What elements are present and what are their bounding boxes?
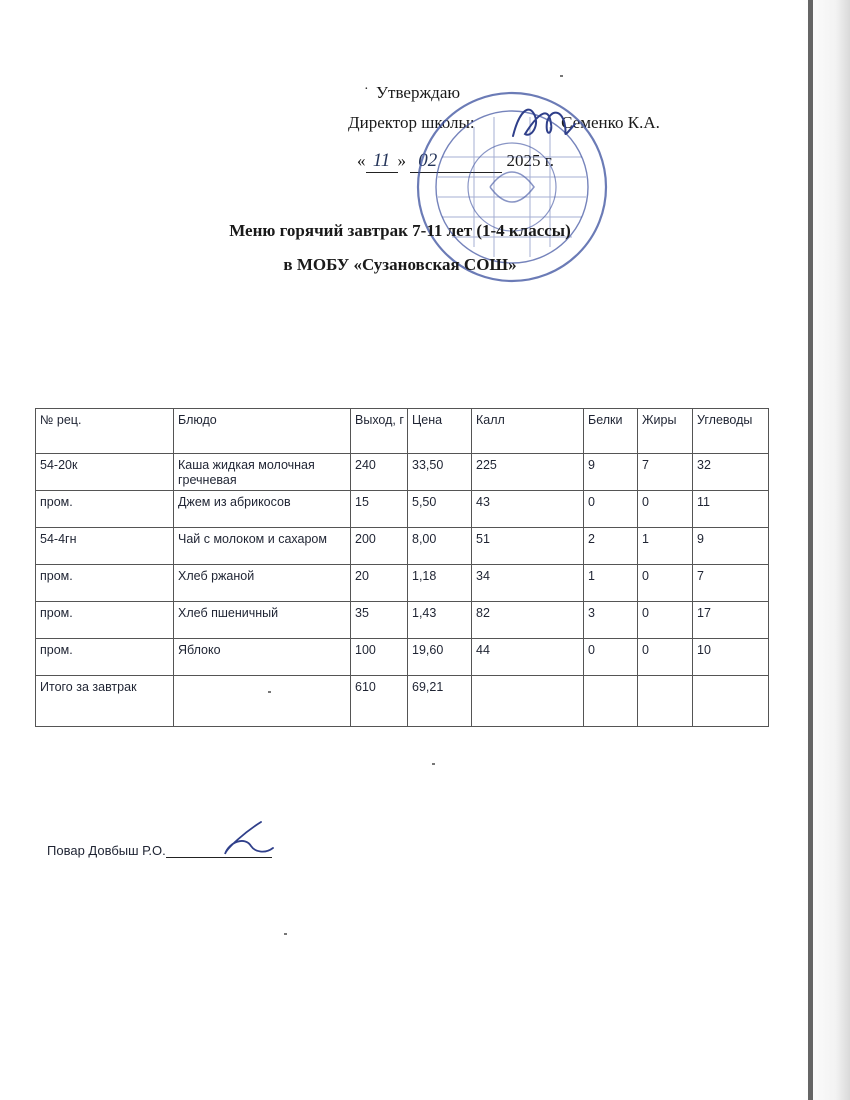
cell-carbs: 17 — [693, 602, 769, 639]
total-empty-carbs — [693, 676, 769, 727]
cell-recipe-number: пром. — [36, 602, 174, 639]
cell-recipe-number: 54-20к — [36, 454, 174, 491]
total-empty-dish — [174, 676, 351, 727]
director-line — [348, 113, 660, 133]
director-label: Директор школы: — [348, 113, 475, 132]
cell-calories: 44 — [472, 639, 584, 676]
scan-speck — [432, 763, 435, 765]
total-price: 69,21 — [408, 676, 472, 727]
cell-weight: 200 — [351, 528, 408, 565]
cell-dish: Каша жидкая молочная гречневая — [174, 454, 351, 491]
header-dish: Блюдо — [174, 409, 351, 454]
cell-price: 8,00 — [408, 528, 472, 565]
scan-speck — [284, 933, 287, 935]
cell-price: 5,50 — [408, 491, 472, 528]
date-month: 02 — [410, 150, 502, 173]
mark-dot: · — [364, 82, 369, 97]
header-weight: Выход, г — [351, 409, 408, 454]
cell-fats: 1 — [638, 528, 693, 565]
cell-proteins: 2 — [584, 528, 638, 565]
cell-weight: 35 — [351, 602, 408, 639]
header-proteins: Белки — [584, 409, 638, 454]
header-price: Цена — [408, 409, 472, 454]
cell-carbs: 7 — [693, 565, 769, 602]
cell-calories: 225 — [472, 454, 584, 491]
cell-proteins: 0 — [584, 491, 638, 528]
total-empty-proteins — [584, 676, 638, 727]
total-empty-fats — [638, 676, 693, 727]
cell-dish: Хлеб пшеничный — [174, 602, 351, 639]
table-row — [36, 528, 769, 565]
cell-calories: 43 — [472, 491, 584, 528]
date-day: 11 — [366, 150, 398, 173]
cell-weight: 240 — [351, 454, 408, 491]
cell-fats: 7 — [638, 454, 693, 491]
menu-table — [35, 408, 769, 727]
scan-border-line — [808, 0, 813, 1100]
cell-dish: Джем из абрикосов — [174, 491, 351, 528]
cell-price: 33,50 — [408, 454, 472, 491]
cell-proteins: 9 — [584, 454, 638, 491]
cell-carbs: 10 — [693, 639, 769, 676]
total-empty-calories — [472, 676, 584, 727]
cook-signature-line — [47, 843, 272, 858]
approval-date — [357, 150, 554, 173]
table-row — [36, 491, 769, 528]
header-carbs: Углеводы — [693, 409, 769, 454]
cell-calories: 82 — [472, 602, 584, 639]
total-label: Итого за завтрак — [36, 676, 174, 727]
cell-recipe-number: 54-4гн — [36, 528, 174, 565]
header-recipe-number: № рец. — [36, 409, 174, 454]
cell-recipe-number: пром. — [36, 565, 174, 602]
cell-proteins: 3 — [584, 602, 638, 639]
date-quote-open: « — [357, 151, 366, 170]
cell-price: 1,18 — [408, 565, 472, 602]
table-row — [36, 639, 769, 676]
school-name: в МОБУ «Сузановская СОШ» — [283, 255, 517, 274]
date-quote-close: » — [397, 151, 406, 170]
cell-dish: Чай с молоком и сахаром — [174, 528, 351, 565]
cell-dish: Хлеб ржаной — [174, 565, 351, 602]
cell-price: 19,60 — [408, 639, 472, 676]
total-weight: 610 — [351, 676, 408, 727]
cell-recipe-number: пром. — [36, 639, 174, 676]
table-row — [36, 565, 769, 602]
table-row — [36, 454, 769, 491]
cell-weight: 15 — [351, 491, 408, 528]
cell-weight: 20 — [351, 565, 408, 602]
table-header-row — [36, 409, 769, 454]
cell-calories: 34 — [472, 565, 584, 602]
date-year: 2025 г. — [506, 151, 555, 170]
cell-weight: 100 — [351, 639, 408, 676]
cell-carbs: 9 — [693, 528, 769, 565]
director-name: Семенко К.А. — [561, 113, 660, 132]
cell-proteins: 1 — [584, 565, 638, 602]
cell-carbs: 32 — [693, 454, 769, 491]
table-total-row — [36, 676, 769, 727]
scan-speck — [268, 691, 271, 693]
cell-carbs: 11 — [693, 491, 769, 528]
cell-fats: 0 — [638, 565, 693, 602]
menu-title: Меню горячий завтрак 7-11 лет (1-4 классы) — [229, 221, 571, 240]
cell-recipe-number: пром. — [36, 491, 174, 528]
table-row — [36, 602, 769, 639]
scan-speck — [560, 75, 563, 77]
signature-underline — [166, 843, 272, 858]
cell-fats: 0 — [638, 639, 693, 676]
header-fats: Жиры — [638, 409, 693, 454]
cell-price: 1,43 — [408, 602, 472, 639]
cell-fats: 0 — [638, 491, 693, 528]
cell-dish: Яблоко — [174, 639, 351, 676]
cell-proteins: 0 — [584, 639, 638, 676]
cook-name: Повар Довбыш Р.О. — [47, 843, 166, 858]
approval-heading: Утверждаю — [376, 83, 461, 102]
cell-fats: 0 — [638, 602, 693, 639]
header-calories: Калл — [472, 409, 584, 454]
cell-calories: 51 — [472, 528, 584, 565]
